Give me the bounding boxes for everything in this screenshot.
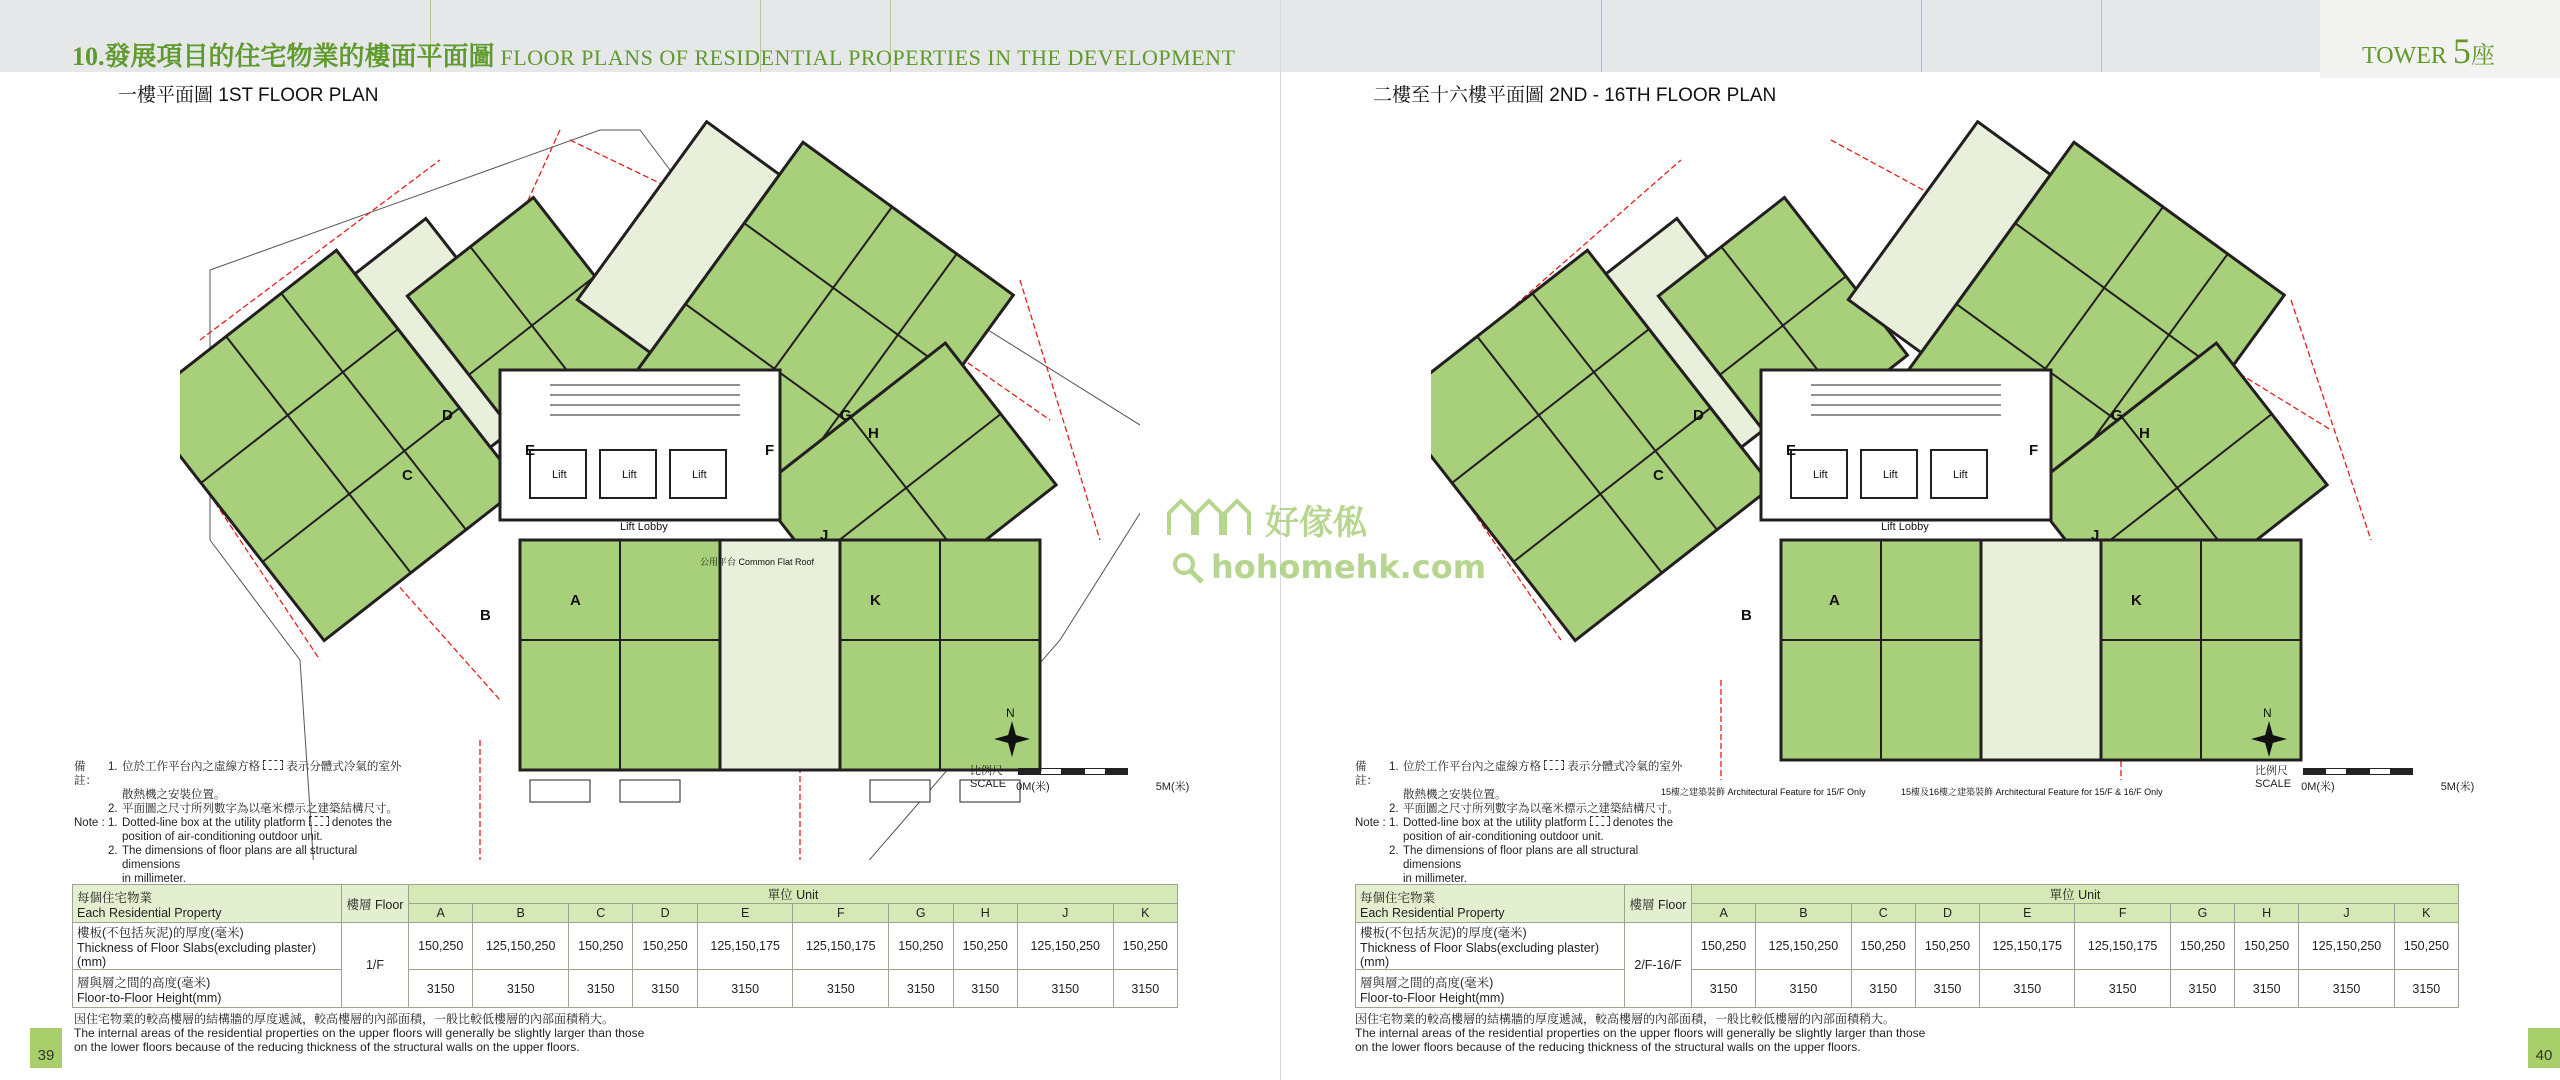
note-zh-1c: 散熱機之安裝位置。 [1403, 789, 1507, 801]
notes-block: 備註： 1. 位於工作平台內之虛線方格 表示分體式冷氣的室外 散熱機之安裝位置。 2. 平面圖之尺寸所列數字為以毫米標示之建築結構尺寸。 Note : 1. Dotted-line box at the utility platform denotes the position of air-conditioning outdoor unit. 2. The dimensions of floor plans are all structural dimensions in millimeter. [1355, 760, 1685, 886]
spec-height-e: 3150 [1980, 970, 2075, 1008]
unit-letter-e: E [1786, 442, 1797, 459]
spec-unit-h: H [953, 904, 1017, 923]
spec-unit-k: K [2394, 904, 2458, 923]
north-label: N [1006, 706, 1015, 720]
spec-row1-zh: 樓板(不包括灰泥)的厚度(毫米) [77, 926, 244, 940]
spec-floor-value: 2/F-16/F [1625, 923, 1692, 1008]
spec-unit-header: 單位 Unit [1692, 885, 2459, 904]
dotted-box-symbol [263, 760, 283, 770]
spec-height-j: 3150 [1017, 970, 1113, 1008]
lift-label: Lift [692, 469, 707, 481]
spec-unit-g: G [889, 904, 953, 923]
spec-unit-c: C [569, 904, 633, 923]
note-zh-1b: 表示分體式冷氣的室外 [286, 761, 402, 773]
spec-col1-en: Each Residential Property [77, 905, 222, 920]
unit-letter-c: C [1653, 467, 1664, 484]
note-zh-1a: 位於工作平台內之虛線方格 [1403, 761, 1541, 773]
note-en-2b: in millimeter. [122, 873, 186, 885]
footnote-en-1: The internal areas of the residential properties on the upper floors will generally be slightly larger than those [74, 1026, 645, 1040]
footnote [1355, 1012, 1925, 1054]
spec-slab-b: 125,150,250 [1756, 923, 1851, 970]
spec-slab-g: 150,250 [2170, 923, 2234, 970]
spec-floor-header: 樓層 Floor [342, 885, 409, 923]
footnote-en-1: The internal areas of the residential properties on the upper floors will generally be slightly larger than those [1355, 1026, 1926, 1040]
spec-slab-f: 125,150,175 [2075, 923, 2170, 970]
dotted-box-symbol [309, 816, 329, 826]
unit-letter-k: K [2131, 592, 2142, 609]
note-zh-1c: 散熱機之安裝位置。 [122, 789, 226, 801]
header-decor-line [2101, 0, 2102, 72]
spec-unit-k: K [1113, 904, 1177, 923]
dotted-box-symbol [1544, 760, 1564, 770]
magnifier-icon [1171, 551, 1205, 585]
lift-label: Lift [1953, 469, 1968, 481]
spec-slab-k: 150,250 [1113, 923, 1177, 970]
spec-height-k: 3150 [2394, 970, 2458, 1008]
footnote [74, 1012, 644, 1054]
tower-number: 5 [2452, 31, 2471, 71]
spec-unit-h: H [2235, 904, 2299, 923]
scale-label-zh: 比例尺 [970, 765, 1003, 777]
footnote-zh: 因住宅物業的較高樓層的結構牆的厚度遞減，較高樓層的內部面積，一般比較低樓層的內部面積稍大。 [74, 1012, 615, 1026]
unit-letter-a: A [1829, 592, 1840, 609]
floor-plan-title: 一樓平面圖 1ST FLOOR PLAN [118, 85, 379, 106]
spec-slab-j: 125,150,250 [1017, 923, 1113, 970]
spec-slab-c: 150,250 [569, 923, 633, 970]
north-arrow-icon [990, 705, 1034, 765]
note-zh-1a: 位於工作平台內之虛線方格 [122, 761, 260, 773]
note-en-1c: position of air-conditioning outdoor unit. [122, 831, 323, 843]
unit-letter-d: D [442, 407, 453, 424]
watermark [1165, 495, 1486, 586]
note-en-2a: The dimensions of floor plans are all structural dimensions [1403, 845, 1639, 871]
unit-letter-h: H [868, 425, 879, 442]
spec-height-d: 3150 [1915, 970, 1979, 1008]
spec-unit-a: A [1692, 904, 1756, 923]
spec-slab-h: 150,250 [2235, 923, 2299, 970]
spec-col1-zh: 每個住宅物業 [77, 890, 153, 905]
spec-height-c: 3150 [569, 970, 633, 1008]
spec-height-d: 3150 [633, 970, 697, 1008]
notes-en-label: Note : [1355, 817, 1386, 829]
spec-slab-e: 125,150,175 [697, 923, 793, 970]
note-en-2b: in millimeter. [1403, 873, 1467, 885]
note-zh-2: 平面圖之尺寸所列數字為以毫米標示之建築結構尺寸。 [122, 803, 398, 815]
spec-row2-zh: 層與層之間的高度(毫米) [77, 975, 211, 990]
spec-unit-e: E [697, 904, 793, 923]
watermark-zh: 好傢俬 [1265, 503, 1367, 543]
footnote-en-2: on the lower floors because of the reducing thickness of the structural walls on the upper floors. [1355, 1040, 1861, 1054]
arch-feature-label-2: 15樓及16樓之建築裝飾 Architectural Feature for 15/F & 16/F Only [1901, 787, 2163, 797]
tower-suffix: 座 [2470, 43, 2495, 69]
spec-height-a: 3150 [1692, 970, 1756, 1008]
spec-slab-k: 150,250 [2394, 923, 2458, 970]
spec-unit-f: F [793, 904, 889, 923]
unit-letter-f: F [2029, 442, 2039, 459]
spec-unit-f: F [2075, 904, 2170, 923]
note-zh-1b: 表示分體式冷氣的室外 [1567, 761, 1683, 773]
bottom-units [520, 540, 1040, 802]
spec-slab-h: 150,250 [953, 923, 1017, 970]
spec-height-c: 3150 [1851, 970, 1915, 1008]
header-decor-line [1601, 0, 1602, 72]
dotted-box-symbol [1590, 816, 1610, 826]
spec-height-g: 3150 [2170, 970, 2234, 1008]
unit-letter-k: K [870, 592, 881, 609]
unit-letter-e: E [525, 442, 536, 459]
spec-row2-zh: 層與層之間的高度(毫米) [1360, 975, 1494, 990]
spec-unit-a: A [409, 904, 473, 923]
spec-slab-e: 125,150,175 [1980, 923, 2075, 970]
unit-letter-f: F [765, 442, 775, 459]
spec-slab-b: 125,150,250 [473, 923, 569, 970]
spec-height-e: 3150 [697, 970, 793, 1008]
spec-col1-zh: 每個住宅物業 [1360, 890, 1436, 905]
spec-slab-a: 150,250 [1692, 923, 1756, 970]
spec-height-b: 3150 [473, 970, 569, 1008]
spec-height-k: 3150 [1113, 970, 1177, 1008]
spec-row1-en: Thickness of Floor Slabs(excluding plaster)(mm) [1360, 941, 1599, 969]
scale-label-en: SCALE [970, 778, 1007, 790]
spec-slab-f: 125,150,175 [793, 923, 889, 970]
spec-unit-d: D [633, 904, 697, 923]
spec-slab-d: 150,250 [1915, 923, 1979, 970]
spec-height-f: 3150 [793, 970, 889, 1008]
scale-start: 0M(米) [1016, 781, 1050, 793]
spec-unit-b: B [1756, 904, 1851, 923]
common-flat-roof-label: 公用平台 Common Flat Roof [700, 557, 815, 567]
note-en-1a: Dotted-line box at the utility platform [1403, 817, 1587, 829]
unit-letter-d: D [1693, 407, 1704, 424]
spec-unit-j: J [2299, 904, 2394, 923]
section-title-en: FLOOR PLANS OF RESIDENTIAL PROPERTIES IN THE DEVELOPMENT [500, 45, 1236, 70]
spec-slab-c: 150,250 [1851, 923, 1915, 970]
spec-row2-en: Floor-to-Floor Height(mm) [77, 990, 222, 1005]
spec-height-h: 3150 [953, 970, 1017, 1008]
unit-letter-g: G [2111, 407, 2123, 424]
scale-end: 5M(米) [1155, 781, 1190, 793]
spec-table [72, 884, 1178, 1008]
unit-letter-b: B [480, 607, 491, 624]
note-en-1b: denotes the [331, 817, 392, 829]
footnote-zh: 因住宅物業的較高樓層的結構牆的厚度遞減，較高樓層的內部面積，一般比較低樓層的內部面積稍大。 [1355, 1012, 1896, 1026]
spec-slab-j: 125,150,250 [2299, 923, 2394, 970]
note-en-2a: The dimensions of floor plans are all structural dimensions [122, 845, 358, 871]
spec-floor-header: 樓層 Floor [1625, 885, 1692, 923]
spec-unit-b: B [473, 904, 569, 923]
spec-slab-g: 150,250 [889, 923, 953, 970]
notes-zh-label: 備註： [1355, 761, 1378, 787]
page-number: 39 [30, 1028, 62, 1068]
floor-plan-title: 二樓至十六樓平面圖 2ND - 16TH FLOOR PLAN [1373, 85, 1777, 106]
spec-height-j: 3150 [2299, 970, 2394, 1008]
lift-lobby-label: Lift Lobby [620, 521, 668, 533]
spec-height-f: 3150 [2075, 970, 2170, 1008]
lift-label: Lift [552, 469, 567, 481]
unit-letter-j: J [2091, 527, 2100, 544]
tower-label [2362, 30, 2495, 72]
lift-label: Lift [1883, 469, 1898, 481]
bottom-units [1781, 540, 2301, 760]
north-arrow-icon [2247, 705, 2291, 765]
unit-letter-c: C [402, 467, 413, 484]
spec-height-g: 3150 [889, 970, 953, 1008]
unit-letter-j: J [820, 527, 829, 544]
lift-label: Lift [622, 469, 637, 481]
scale-start: 0M(米) [2301, 781, 2335, 793]
notes-zh-label: 備註： [74, 761, 97, 787]
spec-unit-g: G [2170, 904, 2234, 923]
spec-unit-header: 單位 Unit [409, 885, 1178, 904]
spec-height-b: 3150 [1756, 970, 1851, 1008]
scale-bar [2255, 762, 2475, 793]
note-en-1a: Dotted-line box at the utility platform [122, 817, 306, 829]
arch-feature-label-1: 15樓之建築裝飾 Architectural Feature for 15/F Only [1661, 787, 1866, 797]
section-title [72, 36, 1236, 73]
spec-row1-zh: 樓板(不包括灰泥)的厚度(毫米) [1360, 926, 1527, 940]
lift-label: Lift [1813, 469, 1828, 481]
spec-slab-a: 150,250 [409, 923, 473, 970]
spec-floor-value: 1/F [342, 923, 409, 1008]
note-en-1b: denotes the [1612, 817, 1673, 829]
north-label: N [2263, 706, 2272, 720]
scale-label-zh: 比例尺 [2255, 765, 2288, 777]
unit-letter-g: G [840, 407, 852, 424]
tower-label-text: TOWER [2362, 43, 2447, 69]
unit-letter-a: A [570, 592, 581, 609]
spec-unit-j: J [1017, 904, 1113, 923]
scale-graphic [2303, 768, 2474, 775]
spec-row2-en: Floor-to-Floor Height(mm) [1360, 990, 1505, 1005]
footnote-en-2: on the lower floors because of the reducing thickness of the structural walls on the upper floors. [74, 1040, 580, 1054]
section-number: 10. [72, 42, 105, 71]
header-decor-line [1921, 0, 1922, 72]
spec-height-a: 3150 [409, 970, 473, 1008]
note-zh-2: 平面圖之尺寸所列數字為以毫米標示之建築結構尺寸。 [1403, 803, 1679, 815]
page-number: 40 [2528, 1028, 2560, 1068]
tower-tab [2320, 0, 2560, 78]
spec-row1-en: Thickness of Floor Slabs(excluding plaster)(mm) [77, 941, 316, 969]
scale-graphic [1018, 768, 1189, 775]
scale-bar [970, 762, 1190, 793]
note-en-1c: position of air-conditioning outdoor unit. [1403, 831, 1604, 843]
section-title-zh: 發展項目的住宅物業的樓面平面圖 [104, 42, 495, 71]
house-logo-icon [1165, 497, 1255, 537]
notes-en-label: Note : [74, 817, 105, 829]
spec-col1-en: Each Residential Property [1360, 905, 1505, 920]
spec-height-h: 3150 [2235, 970, 2299, 1008]
lift-lobby-label: Lift Lobby [1881, 521, 1929, 533]
spec-unit-c: C [1851, 904, 1915, 923]
scale-label-en: SCALE [2255, 778, 2292, 790]
scale-end: 5M(米) [2440, 781, 2475, 793]
spec-unit-e: E [1980, 904, 2075, 923]
unit-letter-h: H [2139, 425, 2150, 442]
spec-unit-d: D [1915, 904, 1979, 923]
unit-letter-b: B [1741, 607, 1752, 624]
spec-table [1355, 884, 2459, 1008]
spec-slab-d: 150,250 [633, 923, 697, 970]
notes-block: 備註： 1. 位於工作平台內之虛線方格 表示分體式冷氣的室外 散熱機之安裝位置。 2. 平面圖之尺寸所列數字為以毫米標示之建築結構尺寸。 Note : 1. Dotted-line box at the utility platform denotes the position of air-conditioning outdoor unit. 2. The dimensions of floor plans are all structural dimensions in millimeter. [74, 760, 404, 886]
watermark-en: hohomehk.com [1211, 548, 1487, 586]
